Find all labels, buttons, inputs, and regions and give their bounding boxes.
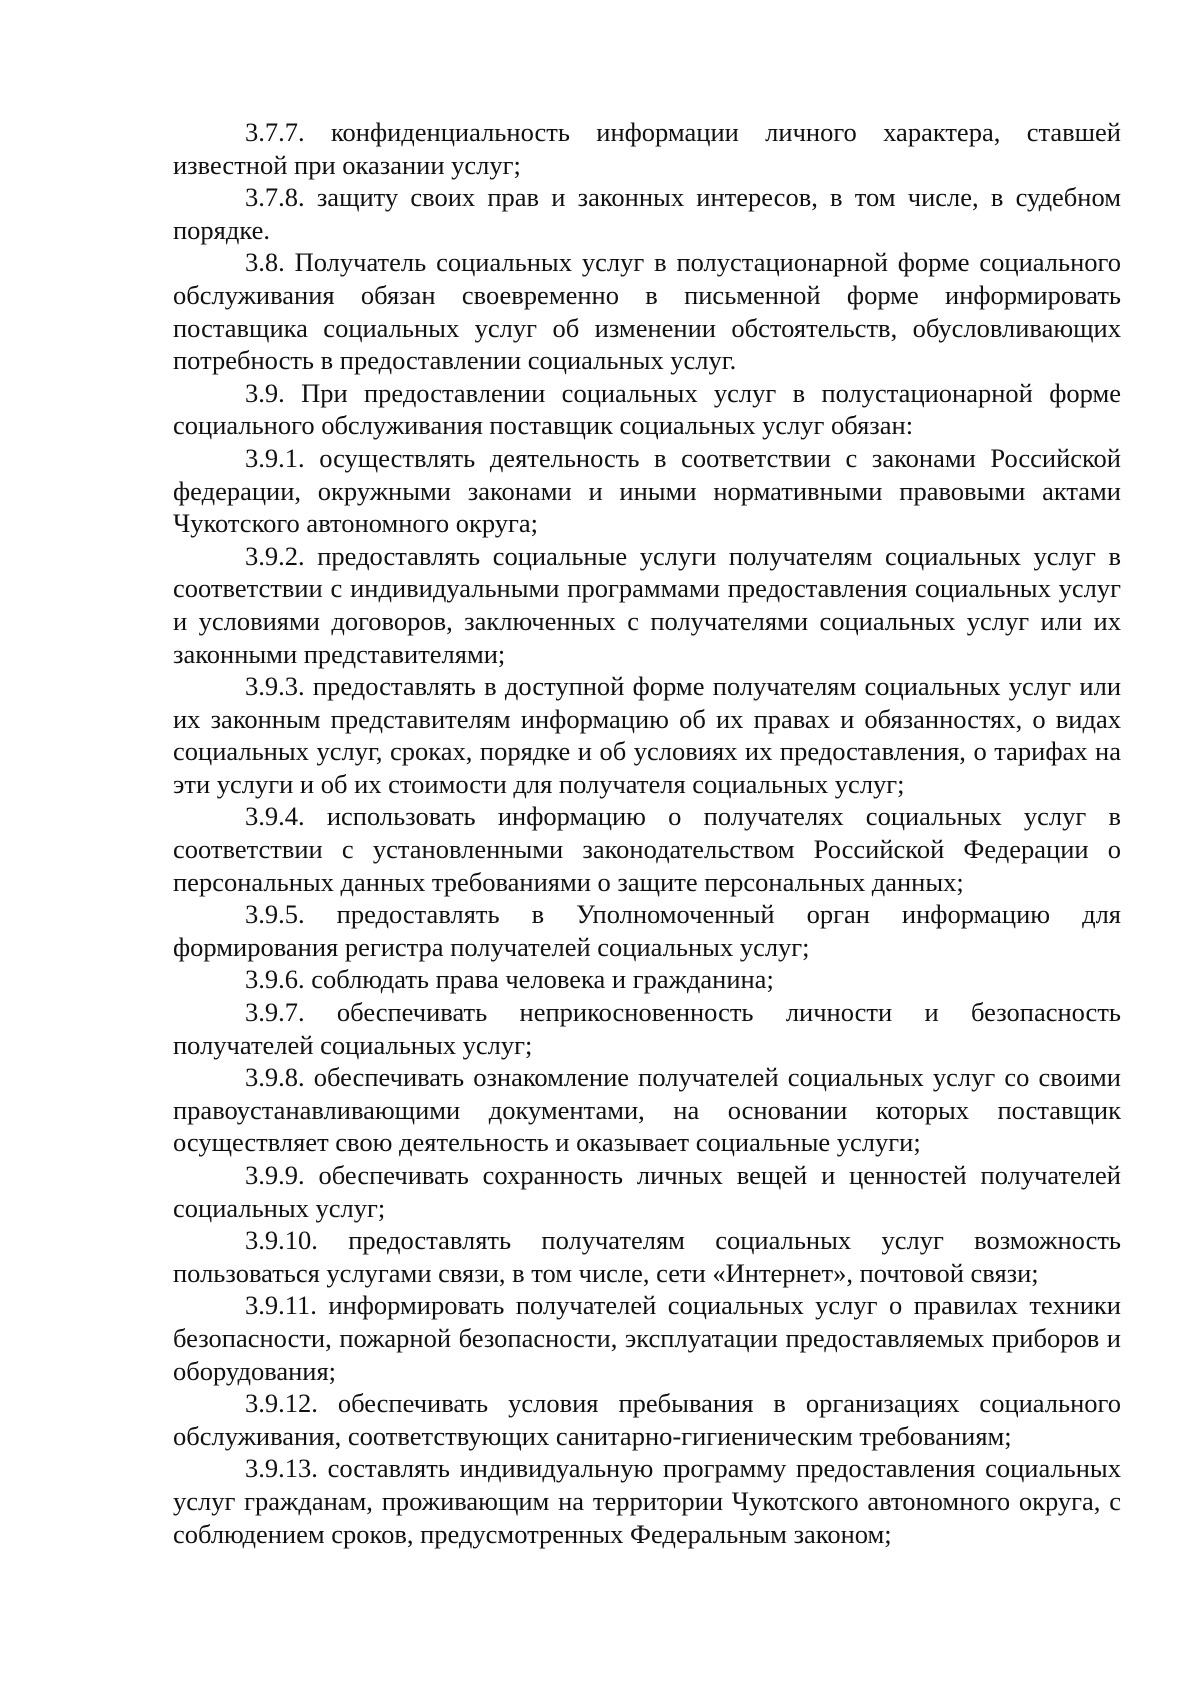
- paragraph-3-9: 3.9. При предоставлении социальных услуг в полустационарной форме социального обслуживания поставщик социальных услуг обязан:: [173, 377, 1121, 441]
- paragraph-3-9-13: 3.9.13. составлять индивидуальную программу предоставления социальных услуг гражданам, проживающим на территории Чукотского автономного округа, с соблюдением сроков, предусмотренных Федеральным законом;: [173, 1453, 1121, 1549]
- paragraph-3-9-3: 3.9.3. предоставлять в доступной форме получателям социальных услуг или их законным представителям информацию об их правах и обязанностях, о видах социальных услуг, сроках, порядке и об условиях их предоставления, о тарифах на эти услуги и об их стоимости для получателя социальных услуг;: [173, 671, 1121, 799]
- paragraph-3-9-2: 3.9.2. предоставлять социальные услуги получателям социальных услуг в соответствии с индивидуальными программами предоставления социальных услуг и условиями договоров, заключенных с получателями социальных услуг или их законными представителями;: [173, 540, 1121, 669]
- paragraph-3-7-8: 3.7.8. защиту своих прав и законных интересов, в том числе, в судебном порядке.: [173, 182, 1121, 245]
- paragraph-3-9-9: 3.9.9. обеспечивать сохранность личных вещей и ценностей получателей социальных услуг;: [173, 1160, 1121, 1223]
- paragraph-3-9-5: 3.9.5. предоставлять в Уполномоченный орган информацию для формирования регистра получателей социальных услуг;: [173, 899, 1121, 962]
- document-page: [173, 116, 1121, 1550]
- paragraph-3-7-7: 3.7.7. конфиденциальность информации личного характера, ставшей известной при оказании услуг;: [173, 117, 1121, 180]
- paragraph-3-9-12: 3.9.12. обеспечивать условия пребывания в организациях социального обслуживания, соответствующих санитарно-гигиеническим требованиям;: [173, 1388, 1121, 1451]
- paragraph-3-8: 3.8. Получатель социальных услуг в полустационарной форме социального обслуживания обязан своевременно в письменной форме информировать поставщика социальных услуг об изменении обстоятельств, обусловливающих потребность в предоставлении социальных услуг.: [173, 247, 1121, 376]
- paragraph-3-9-11: 3.9.11. информировать получателей социальных услуг о правилах техники безопасности, пожарной безопасности, эксплуатации предоставляемых приборов и оборудования;: [173, 1290, 1121, 1386]
- paragraph-3-9-1: 3.9.1. осуществлять деятельность в соответствии с законами Российской федерации, окружными законами и иными нормативными правовыми актами Чукотского автономного округа;: [173, 442, 1121, 539]
- paragraph-3-9-4: 3.9.4. использовать информацию о получателях социальных услуг в соответствии с установленными законодательством Российской Федерации о персональных данных требованиями о защите персональных данных;: [173, 801, 1121, 897]
- paragraph-3-9-8: 3.9.8. обеспечивать ознакомление получателей социальных услуг со своими правоустанавливающими документами, на основании которых поставщик осуществляет свою деятельность и оказывает социальные услуги;: [173, 1062, 1121, 1158]
- paragraph-3-9-6: 3.9.6. соблюдать права человека и гражданина;: [245, 964, 774, 995]
- paragraph-3-9-7: 3.9.7. обеспечивать неприкосновенность личности и безопасность получателей социальных услуг;: [173, 997, 1121, 1060]
- paragraph-3-9-10: 3.9.10. предоставлять получателям социальных услуг возможность пользоваться услугами связи, в том числе, сети «Интернет», почтовой связи;: [173, 1225, 1121, 1288]
